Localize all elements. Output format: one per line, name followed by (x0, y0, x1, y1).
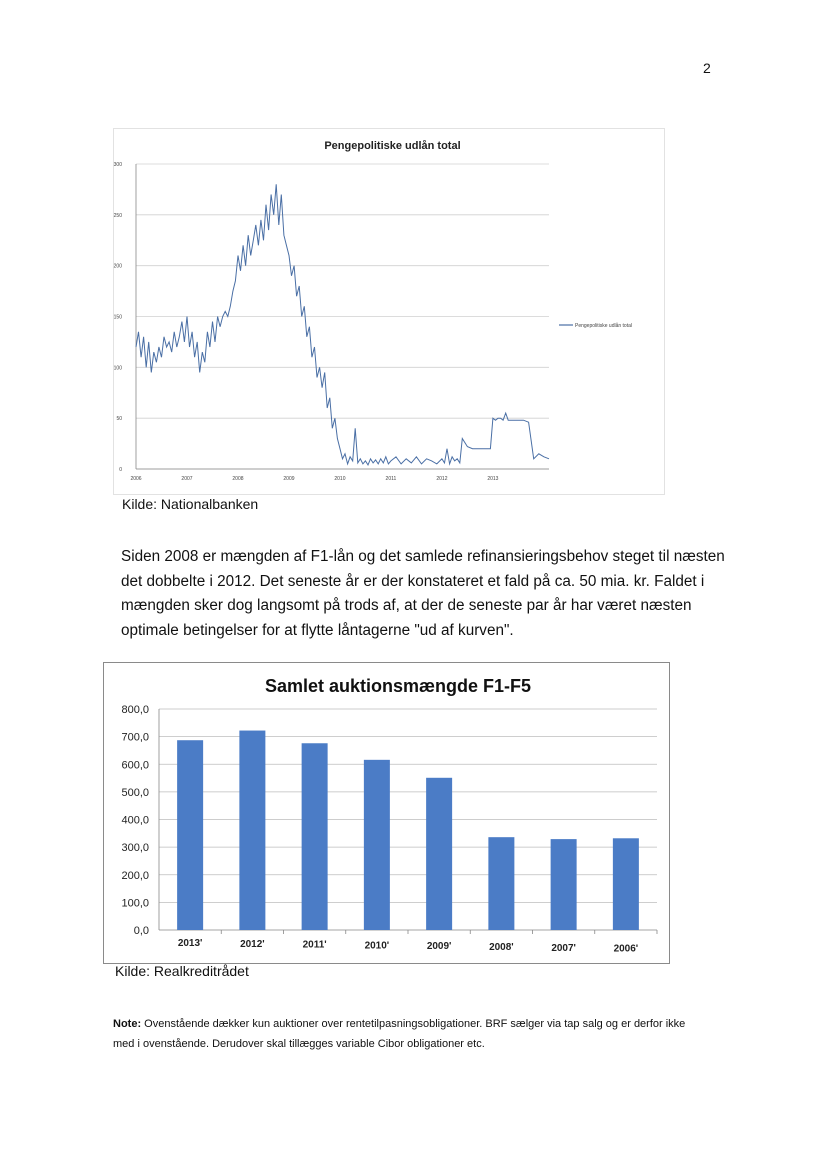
body-paragraph: Siden 2008 er mængden af F1-lån og det samlede refinansieringsbehov steget til næsten det dobbelte i 2012. Det seneste år er der konstateret et fald på ca. 50 mia. kr. Faldet i mængden sker dog langsomt på trods af, at der de seneste par år har været næsten optimale betingelser for at flytte låntagerne "ud af kurven". (121, 548, 725, 639)
y-tick-6: 600,0 (121, 759, 149, 772)
x-tick-2011: 2011 (385, 476, 397, 482)
bar-2012 (239, 731, 265, 930)
chart-title: Samlet auktionsmængde F1-F5 (264, 676, 532, 696)
y-tick-250: 250 (113, 212, 122, 219)
note-text: Ovenstående dækker kun auktioner over rentetilpasningsobligationer. BRF sælger via tap salg og er derfor ikke med i ovenstående. Derudover skal tillægges variable Cibor obligationer etc. (113, 1018, 686, 1050)
x-tick-2013: 2013' (177, 938, 203, 949)
y-tick-3: 300,0 (121, 842, 149, 855)
bar-2010 (364, 760, 390, 930)
x-tick-2007: 2007 (181, 476, 193, 482)
x-tick-2007: 2007' (551, 942, 576, 954)
x-tick-2008: 2008 (232, 476, 244, 482)
y-tick-7: 700,0 (121, 731, 149, 744)
line-chart-pengepolitiske-udlaan (113, 128, 665, 495)
bar-2007 (551, 839, 577, 930)
y-tick-8: 800,0 (121, 704, 149, 716)
bar-2011 (302, 743, 328, 930)
x-tick-2010: 2010' (364, 940, 390, 952)
legend-label: Pengepolitiske udlån total (575, 323, 632, 329)
x-tick-2006: 2006 (130, 476, 142, 482)
y-tick-4: 400,0 (121, 814, 149, 827)
bar-2009 (426, 778, 452, 930)
x-tick-2012: 2012 (436, 476, 448, 482)
y-tick-1: 100,0 (121, 897, 149, 910)
y-tick-300: 300 (113, 162, 122, 168)
x-tick-2009: 2009' (426, 941, 452, 953)
source-realkreditraadet: Kilde: Realkreditrådet (115, 963, 249, 979)
note-label: Note: (113, 1018, 142, 1030)
bar-2006 (613, 838, 639, 930)
bar-2013 (177, 740, 203, 930)
y-tick-2: 200,0 (121, 869, 149, 882)
bar-chart-auktionsmaengde (103, 662, 670, 964)
y-tick-200: 200 (113, 263, 122, 270)
page-number: 2 (703, 60, 711, 76)
y-tick-0: 0,0 (133, 925, 149, 937)
x-tick-2010: 2010 (334, 476, 346, 482)
x-tick-2012: 2012' (240, 938, 265, 950)
bar-2008 (488, 837, 514, 930)
y-tick-50: 50 (116, 416, 122, 423)
chart-title: Pengepolitiske udlån total (324, 140, 461, 152)
y-tick-100: 100 (113, 365, 122, 372)
source-nationalbanken: Kilde: Nationalbanken (122, 496, 259, 512)
line-chart-svg (114, 129, 664, 494)
bar-chart-svg (104, 663, 669, 963)
y-tick-0: 0 (119, 467, 122, 473)
footnote (113, 1014, 708, 1054)
y-tick-5: 500,0 (121, 786, 149, 799)
x-tick-2008: 2008' (489, 942, 514, 953)
x-tick-2011: 2011' (302, 939, 327, 951)
x-tick-2006: 2006' (613, 943, 639, 955)
y-tick-150: 150 (113, 314, 122, 321)
x-tick-2013: 2013 (487, 476, 499, 482)
series-line-0 (136, 184, 549, 465)
x-tick-2009: 2009 (283, 476, 295, 482)
